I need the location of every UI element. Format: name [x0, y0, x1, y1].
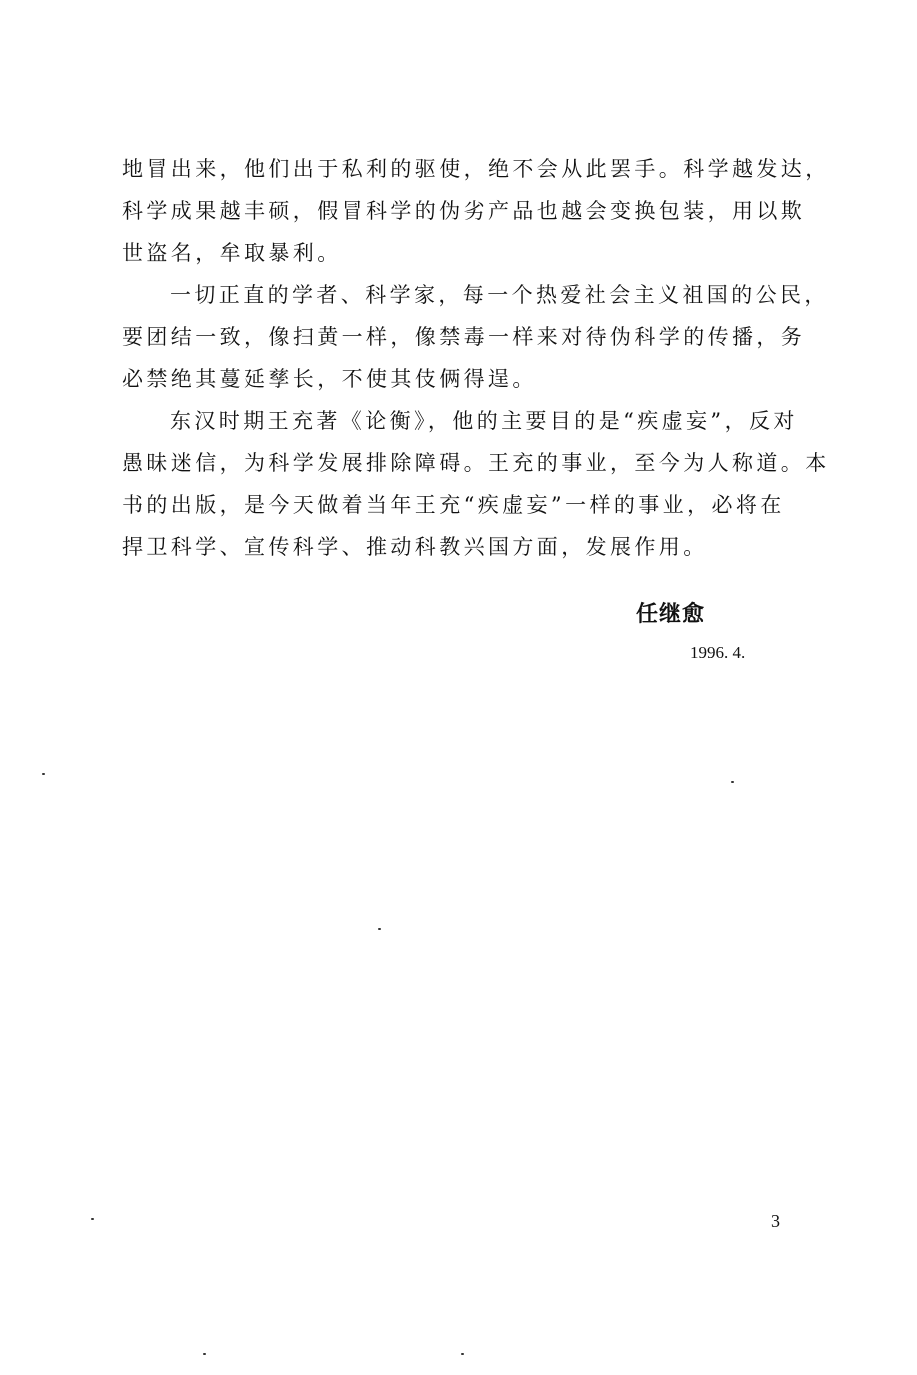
text-line: 必禁绝其蔓延孳长，不使其伎俩得逞。 — [122, 367, 537, 391]
text-line: 书的出版，是今天做着当年王充“疾虚妄”一样的事业，必将在 — [122, 493, 785, 517]
page-number: 3 — [771, 1211, 780, 1231]
scan-speck — [91, 1218, 94, 1220]
scan-speck — [203, 1353, 206, 1355]
scan-speck — [731, 781, 734, 783]
text-line: 捍卫科学、宣传科学、推动科教兴国方面，发展作用。 — [122, 535, 708, 559]
text-line: 愚昧迷信，为科学发展排除障碍。王充的事业，至今为人称道。本 — [122, 451, 830, 475]
scan-speck — [378, 928, 381, 930]
scan-speck — [42, 773, 45, 775]
author-signature: 任继愈 — [636, 602, 706, 627]
scan-speck — [461, 1353, 464, 1355]
text-line: 科学成果越丰硕，假冒科学的伪劣产品也越会变换包装，用以欺 — [122, 199, 806, 223]
text-line: 地冒出来，他们出于私利的驱使，绝不会从此罢手。科学越发达， — [122, 157, 830, 181]
body-text — [122, 148, 830, 568]
signature-date: 1996. 4. — [690, 643, 746, 662]
text-line: 要团结一致，像扫黄一样，像禁毒一样来对待伪科学的传播，务 — [122, 325, 806, 349]
text-line: 世盗名，牟取暴利。 — [122, 241, 342, 265]
text-line: 一切正直的学者、科学家，每一个热爱社会主义祖国的公民， — [170, 283, 829, 307]
paragraph-1 — [122, 148, 830, 274]
paragraph-2 — [122, 274, 829, 400]
text-line: 东汉时期王充著《论衡》，他的主要目的是“疾虚妄”，反对 — [170, 409, 798, 433]
paragraph-3 — [122, 400, 830, 568]
